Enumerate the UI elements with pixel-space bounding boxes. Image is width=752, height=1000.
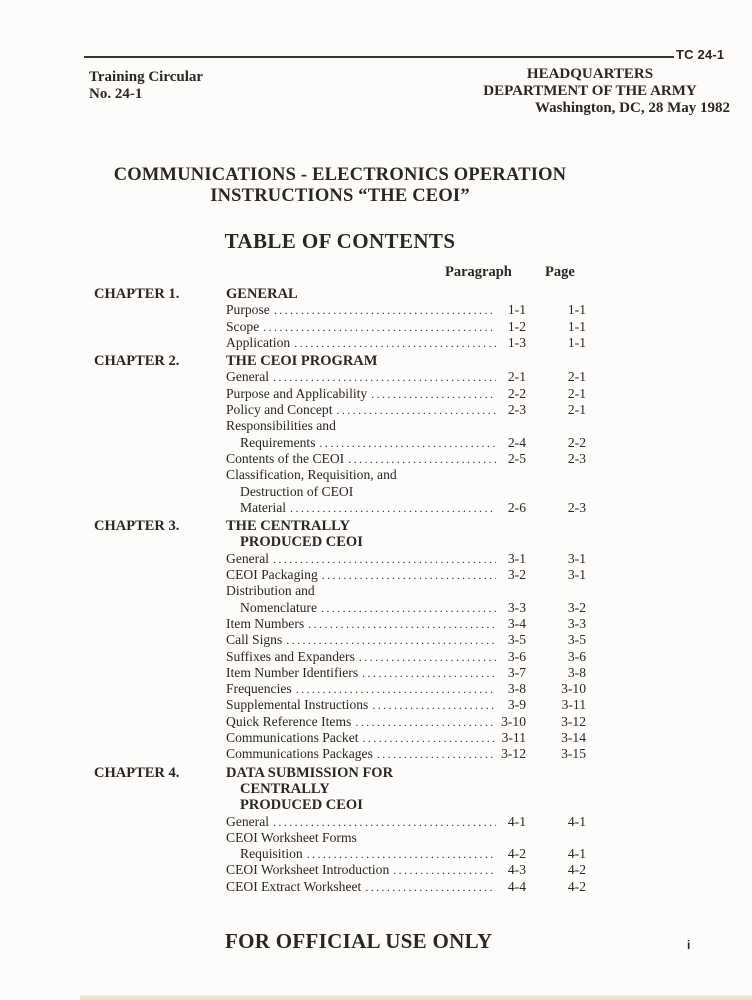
entry-title-line: Distribution and [226,583,315,599]
toc-entry[interactable] [226,632,586,648]
chapter-label: CHAPTER 3. [94,518,180,535]
entry-paragraph-number: 2-6 [507,499,526,515]
entry-paragraph-number: 2-2 [507,385,526,401]
chapter-title-line: PRODUCED CEOI [240,797,363,814]
toc-heading: TABLE OF CONTENTS [224,229,456,253]
entry-title: Communications Packet [226,730,359,746]
entry-title: Suffixes and Expanders [226,648,355,664]
page-edge [80,995,752,1000]
entry-page-number: 2-2 [567,434,586,450]
column-header-page: Page [545,264,575,280]
entry-paragraph-number: 1-3 [507,334,526,350]
entry-title: General [226,369,270,385]
leader-dots [365,879,496,895]
chapter-label: CHAPTER 2. [94,353,180,370]
entry-row [226,335,526,351]
entry-row [226,632,526,648]
chapter-body [226,765,586,895]
entry-title: Frequencies [226,681,292,697]
toc-entry[interactable] [226,369,586,385]
toc-entry[interactable] [226,418,586,451]
entry-title-line: CEOI Worksheet Forms [226,829,357,845]
entry-row [226,451,526,467]
document-title-line: COMMUNICATIONS - ELECTRONICS OPERATION [113,165,567,185]
entry-page-number: 4-1 [567,846,586,862]
chapter-title [226,765,586,814]
toc-chapter [0,286,752,351]
entry-page-number: 3-3 [567,615,586,631]
leader-dots [294,335,496,351]
entry-row [226,879,526,895]
entry-paragraph-number: 2-3 [507,402,526,418]
entry-paragraph-number: 1-1 [507,302,526,318]
entry-paragraph-number: 2-5 [507,450,526,466]
entry-paragraph-number: 4-4 [507,878,526,894]
entry-page-number: 3-12 [561,713,586,729]
document-title [80,165,600,207]
document-title-line: INSTRUCTIONS “THE CEOI” [210,186,470,206]
entry-paragraph-number: 4-3 [507,862,526,878]
entry-paragraph-number: 3-10 [501,713,526,729]
entry-page-number: 1-1 [567,334,586,350]
leader-dots [307,846,496,862]
entry-page-number: 2-1 [567,402,586,418]
entry-row [226,697,526,713]
chapter-body [226,518,586,762]
entry-row [226,567,526,583]
chapter-title-line: THE CENTRALLY [226,518,350,535]
entry-row [226,616,526,632]
leader-dots [363,730,496,746]
entry-page-number: 1-1 [567,318,586,334]
chapter-label: CHAPTER 4. [94,764,180,781]
entry-paragraph-number: 2-4 [507,434,526,450]
entry-row [226,500,526,516]
headquarters-label: HEADQUARTERS [526,66,654,82]
entry-page-number: 3-14 [561,730,586,746]
entry-title: Policy and Concept [226,402,333,418]
entry-page-number: 2-3 [567,499,586,515]
entry-page-number: 4-2 [567,878,586,894]
entry-title: Application [226,334,291,350]
toc-chapter [0,765,752,895]
entry-page-number: 1-1 [567,302,586,318]
toc-entry[interactable] [226,879,586,895]
header-rule [84,56,674,58]
entry-paragraph-number: 3-11 [501,730,526,746]
chapter-title-line: GENERAL [226,286,298,302]
entry-title: General [226,813,270,829]
entry-title: Item Numbers [226,615,305,631]
entry-title: Requisition [240,846,303,862]
entry-page-number: 3-15 [561,746,586,762]
leader-dots [336,402,496,418]
entry-title-line: Responsibilities and [226,418,336,434]
leader-dots [273,369,496,385]
publication-type: Training Circular [89,69,204,85]
entry-paragraph-number: 3-9 [507,697,526,713]
toc-entry[interactable] [226,319,586,335]
entry-row [226,600,526,616]
entry-page-number: 2-3 [567,450,586,466]
entry-row [226,302,526,318]
entry-paragraph-number: 2-1 [507,369,526,385]
entry-paragraph-number: 3-2 [507,567,526,583]
toc-entry[interactable] [226,665,586,681]
document-id: TC 24-1 [676,47,725,62]
toc-entry[interactable] [226,830,586,863]
leader-dots [263,319,496,335]
chapter-title-line: PRODUCED CEOI [240,534,363,551]
location-date: Washington, DC, 28 May 1982 [534,100,730,116]
entry-title: Item Number Identifiers [226,664,359,680]
entry-title: Requirements [240,434,316,450]
entry-title: Quick Reference Items [226,713,352,729]
leader-dots [322,567,496,583]
entry-title: Contents of the CEOI [226,450,345,466]
entry-row [226,369,526,385]
entry-title-line: Destruction of CEOI [240,483,354,499]
leader-dots [359,649,496,665]
page-number: i [687,938,691,952]
toc-entry[interactable] [226,714,586,730]
chapter-title [226,353,586,369]
entry-paragraph-number: 3-5 [507,632,526,648]
entry-paragraph-number: 3-3 [507,599,526,615]
toc-entry[interactable] [226,451,586,467]
entry-title-line: Classification, Requisition, and [226,467,397,483]
entry-title: CEOI Extract Worksheet [226,878,362,894]
entry-row [226,435,526,451]
entry-paragraph-number: 3-7 [507,664,526,680]
chapter-title [226,286,586,302]
entry-paragraph-number: 4-1 [507,813,526,829]
leader-dots [377,746,496,762]
toc-entry[interactable] [226,302,586,318]
entry-row [226,665,526,681]
toc-entry[interactable] [226,402,586,418]
entry-paragraph-number: 3-12 [501,746,526,762]
issuing-authority [450,66,730,117]
entry-title: Purpose and Applicability [226,385,368,401]
toc-entry[interactable] [226,746,586,762]
entry-paragraph-number: 3-8 [507,681,526,697]
entry-row [226,814,526,830]
toc-chapter [0,353,752,516]
table-of-contents [0,286,752,897]
entry-page-number: 3-10 [561,681,586,697]
entry-title: CEOI Worksheet Introduction [226,862,390,878]
leader-dots [286,632,496,648]
entry-row [226,319,526,335]
leader-dots [362,665,496,681]
publication-number: No. 24-1 [89,86,143,102]
entry-title: Communications Packages [226,746,373,762]
leader-dots [290,500,496,516]
entry-paragraph-number: 1-2 [507,318,526,334]
column-header-paragraph: Paragraph [445,264,512,280]
entry-title: Nomenclature [240,599,317,615]
entry-row [226,402,526,418]
toc-entry[interactable] [226,335,586,351]
leader-dots [296,681,496,697]
leader-dots [273,551,496,567]
toc-entry[interactable] [226,814,586,830]
entry-page-number: 3-1 [567,550,586,566]
entry-paragraph-number: 4-2 [507,846,526,862]
leader-dots [372,697,496,713]
toc-entry[interactable] [226,862,586,878]
leader-dots [393,862,496,878]
leader-dots [371,386,496,402]
entry-page-number: 4-2 [567,862,586,878]
entry-row [226,386,526,402]
toc-entry[interactable] [226,681,586,697]
entry-title: General [226,550,270,566]
entry-row [226,681,526,697]
leader-dots [274,302,496,318]
entry-title: Supplemental Instructions [226,697,369,713]
toc-entry[interactable] [226,697,586,713]
entry-page-number: 3-2 [567,599,586,615]
toc-chapter [0,518,752,762]
chapter-label: CHAPTER 1. [94,286,180,302]
toc-entry[interactable] [226,551,586,567]
publication-info [89,69,203,103]
entry-page-number: 3-5 [567,632,586,648]
leader-dots [273,814,496,830]
entry-page-number: 2-1 [567,385,586,401]
entry-row [226,649,526,665]
entry-title: Purpose [226,302,270,318]
classification-notice: FOR OFFICIAL USE ONLY [225,929,493,953]
entry-title: Scope [226,318,260,334]
toc-entry[interactable] [226,649,586,665]
entry-page-number: 4-1 [567,813,586,829]
toc-entry[interactable] [226,567,586,583]
leader-dots [348,451,496,467]
toc-entry[interactable] [226,386,586,402]
entry-page-number: 3-11 [561,697,586,713]
leader-dots [308,616,496,632]
leader-dots [321,600,496,616]
entry-page-number: 2-1 [567,369,586,385]
entry-page-number: 3-6 [567,648,586,664]
entry-row [226,730,526,746]
toc-entry[interactable] [226,616,586,632]
chapter-title-line: THE CEOI PROGRAM [226,353,378,370]
leader-dots [320,435,496,451]
chapter-title [226,518,586,551]
entry-row [226,862,526,878]
entry-paragraph-number: 3-6 [507,648,526,664]
entry-row [226,714,526,730]
entry-page-number: 3-1 [567,567,586,583]
entry-title: Call Signs [226,632,283,648]
chapter-title-line: CENTRALLY [240,780,330,797]
entry-paragraph-number: 3-4 [507,615,526,631]
toc-entry[interactable] [226,583,586,616]
entry-title: Material [240,499,287,515]
entry-paragraph-number: 3-1 [507,550,526,566]
entry-row [226,551,526,567]
entry-row [226,746,526,762]
department-label: DEPARTMENT OF THE ARMY [483,83,697,99]
entry-title: CEOI Packaging [226,567,318,583]
leader-dots [355,714,496,730]
toc-entry[interactable] [226,467,586,516]
entry-row [226,846,526,862]
chapter-body [226,286,586,351]
chapter-title-line: DATA SUBMISSION FOR [226,764,394,781]
chapter-body [226,353,586,516]
toc-entry[interactable] [226,730,586,746]
entry-page-number: 3-8 [567,664,586,680]
toc-column-headers [0,264,752,282]
